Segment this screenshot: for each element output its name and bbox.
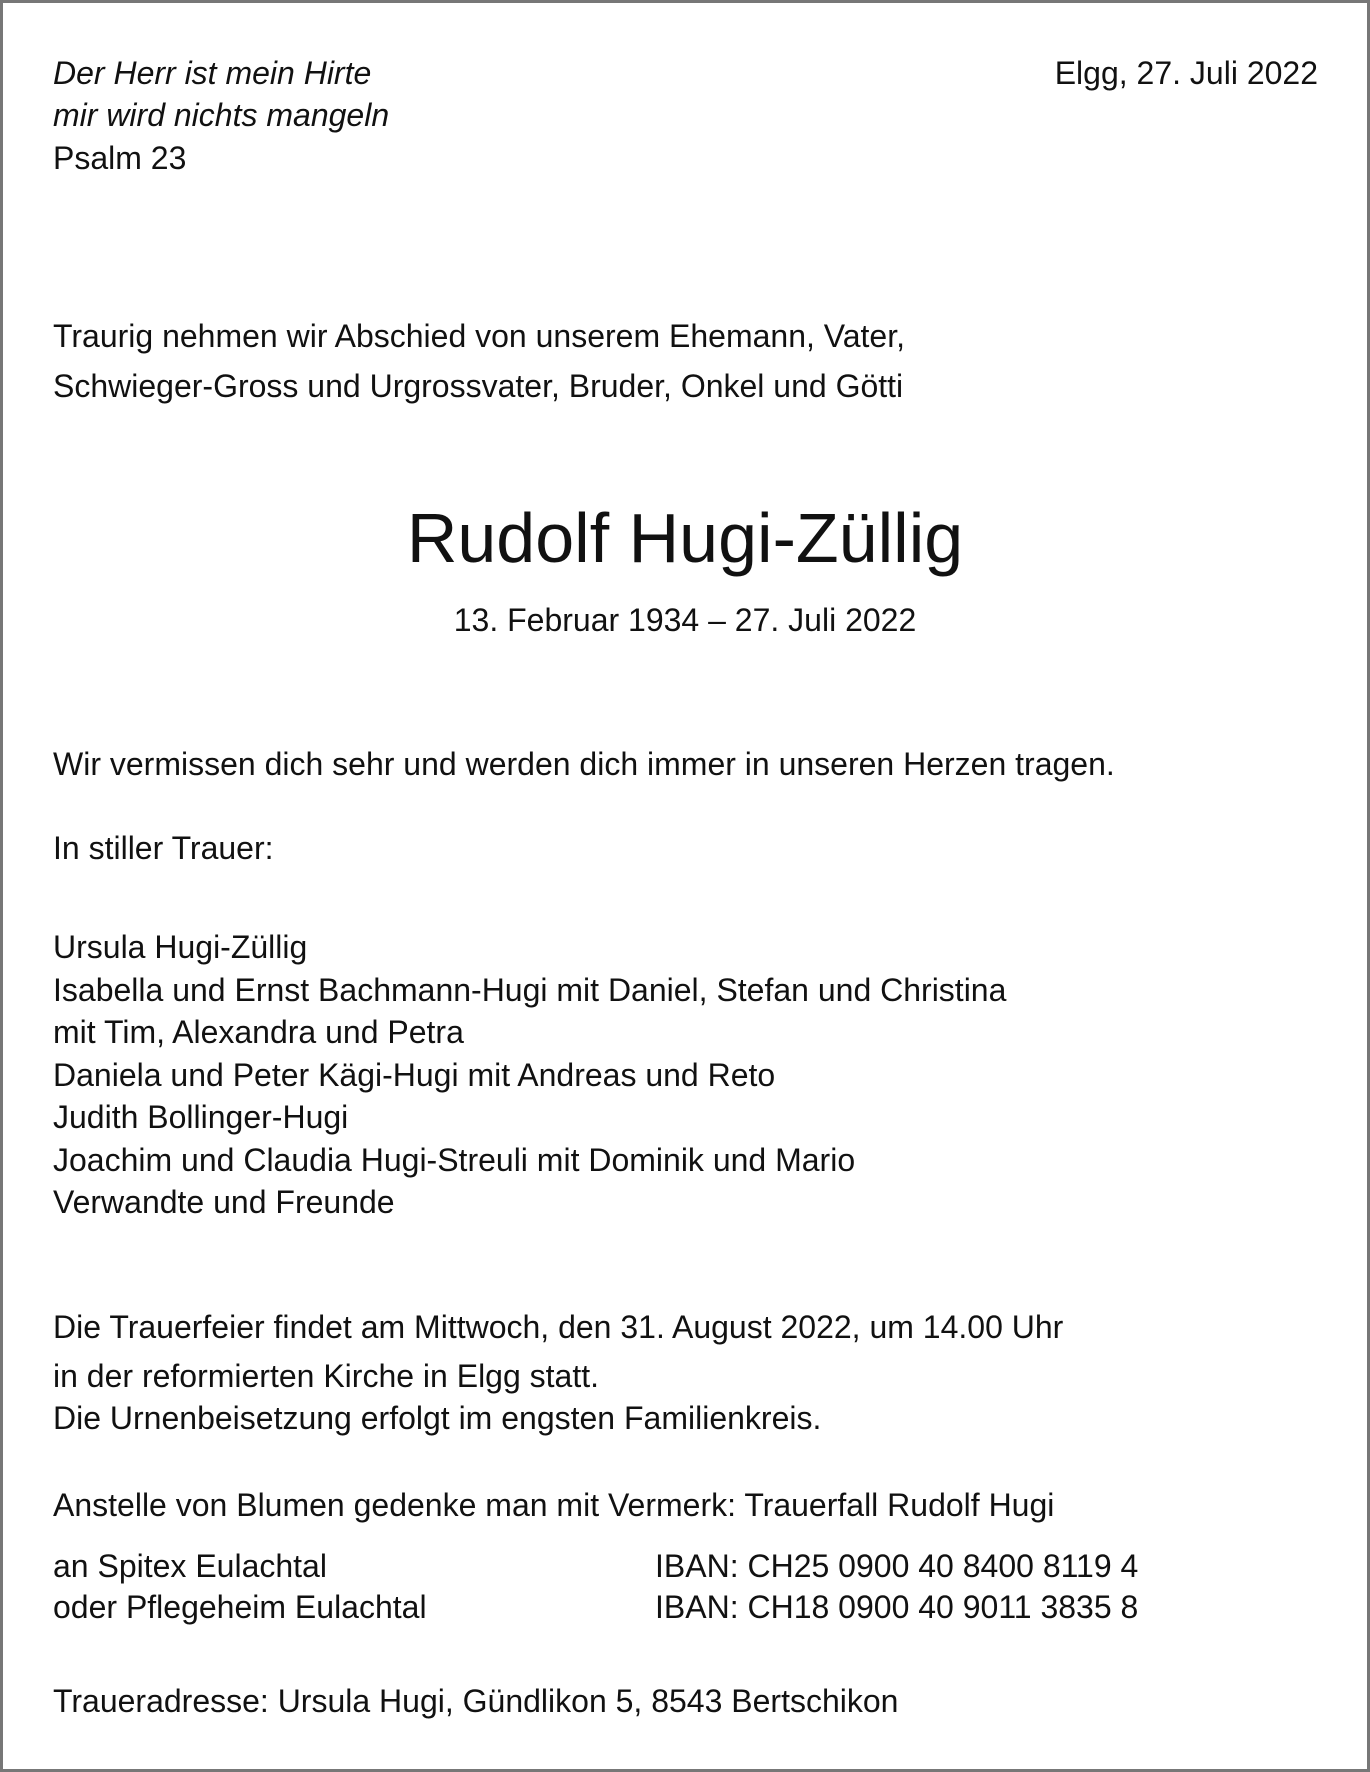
- mourner: Joachim und Claudia Hugi-Streuli mit Dominik und Mario: [53, 1142, 856, 1178]
- mourner: Isabella und Ernst Bachmann-Hugi mit Daniel, Stefan und Christina: [53, 972, 1007, 1008]
- donation-iban: IBAN: CH18 0900 40 9011 3835 8: [655, 1589, 1139, 1625]
- ceremony-line-3: Die Urnenbeisetzung erfolgt im engsten Familienkreis.: [53, 1400, 822, 1436]
- mourner: Daniela und Peter Kägi-Hugi mit Andreas und Reto: [53, 1057, 776, 1093]
- ceremony-line-2: in der reformierten Kirche in Elgg statt.: [53, 1358, 600, 1394]
- deceased-name: Rudolf Hugi-Züllig: [406, 499, 964, 577]
- mourner: mit Tim, Alexandra und Petra: [53, 1014, 464, 1050]
- intro-line-2: Schwieger-Gross und Urgrossvater, Bruder, Onkel und Götti: [53, 368, 904, 404]
- donation-intro: Anstelle von Blumen gedenke man mit Vermerk: Trauerfall Rudolf Hugi: [53, 1487, 1055, 1523]
- motto-line-2: mir wird nichts mangeln: [53, 97, 390, 133]
- ceremony-line-1: Die Trauerfeier findet am Mittwoch, den 31. August 2022, um 14.00 Uhr: [53, 1309, 1064, 1345]
- mourners-heading: In stiller Trauer:: [53, 830, 274, 866]
- place-date: Elgg, 27. Juli 2022: [1054, 55, 1318, 91]
- mourner: Ursula Hugi-Züllig: [53, 929, 308, 965]
- life-dates: 13. Februar 1934 – 27. Juli 2022: [453, 602, 917, 638]
- donation-iban: IBAN: CH25 0900 40 8400 8119 4: [655, 1548, 1139, 1584]
- donation-recipient: oder Pflegeheim Eulachtal: [53, 1589, 427, 1625]
- intro-line-1: Traurig nehmen wir Abschied von unserem Ehemann, Vater,: [53, 318, 905, 354]
- mourning-address: Traueradresse: Ursula Hugi, Gündlikon 5, 8543 Bertschikon: [53, 1683, 899, 1719]
- mourner: Verwandte und Freunde: [53, 1184, 395, 1220]
- message: Wir vermissen dich sehr und werden dich immer in unseren Herzen tragen.: [53, 746, 1115, 782]
- motto-source: Psalm 23: [53, 140, 187, 176]
- donation-recipient: an Spitex Eulachtal: [53, 1548, 327, 1584]
- mourner: Judith Bollinger-Hugi: [53, 1099, 349, 1135]
- motto-line-1: Der Herr ist mein Hirte: [53, 55, 372, 91]
